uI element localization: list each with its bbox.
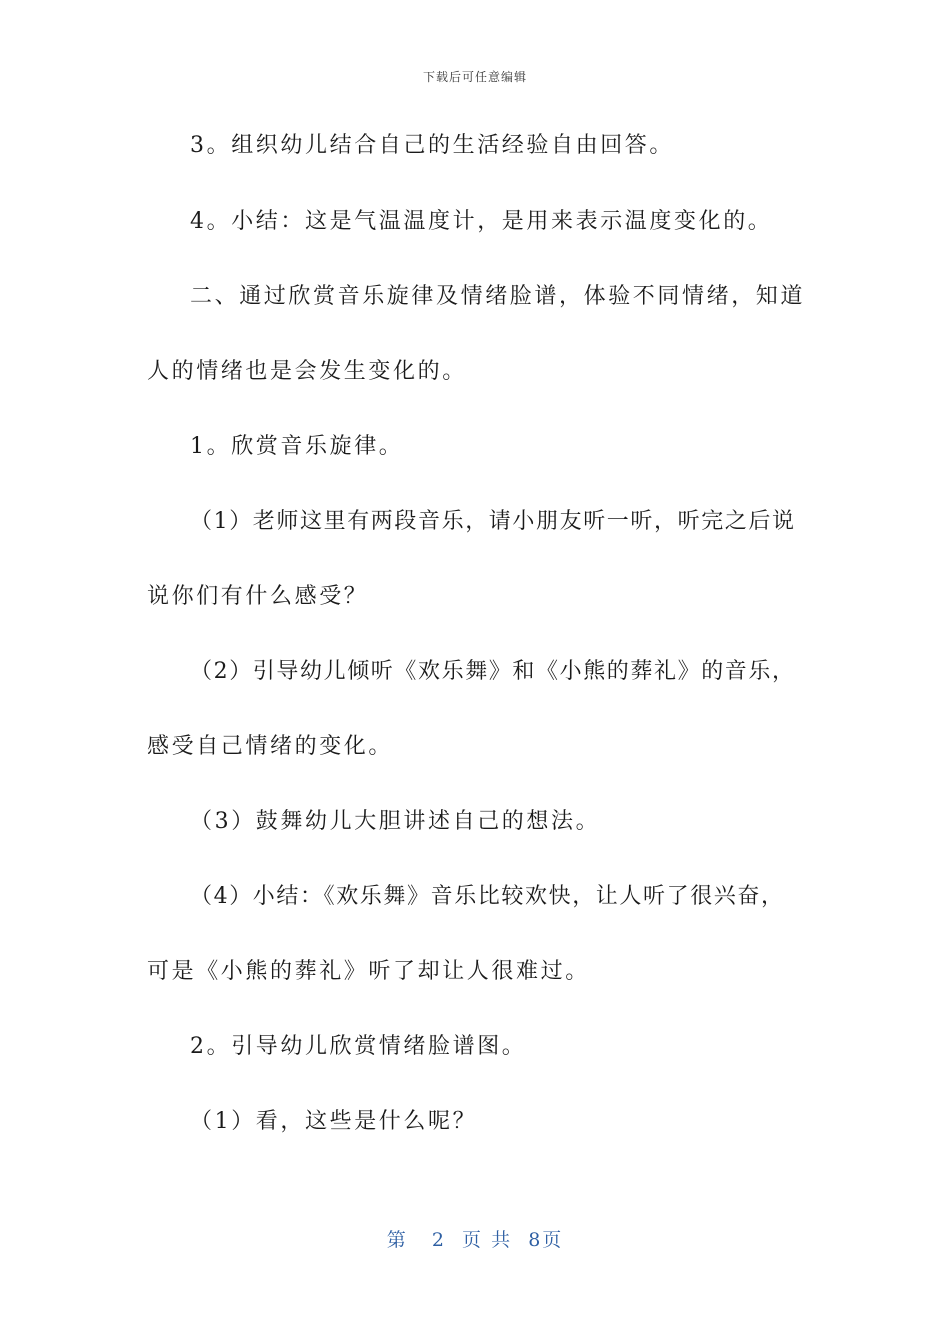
footer-current-page: 2	[431, 1229, 446, 1251]
paragraph-line: 二、通过欣赏音乐旋律及情绪脸谱，体验不同情绪，知道	[190, 284, 806, 309]
footer-prefix: 第	[386, 1229, 408, 1251]
page-header: 下载后可任意编辑	[422, 70, 527, 84]
paragraph-line: 3。组织幼儿结合自己的生活经验自由回答。	[190, 133, 674, 158]
paragraph-line: （1）老师这里有两段音乐，请小朋友听一听，听完之后说	[190, 509, 796, 534]
footer-total: 8页	[528, 1229, 564, 1251]
footer-middle: 页 共	[462, 1229, 513, 1251]
paragraph-line: 人的情绪也是会发生变化的。	[147, 359, 467, 384]
page-footer	[0, 1225, 950, 1252]
paragraph-line: （1）看，这些是什么呢？	[190, 1109, 478, 1134]
paragraph-line: （2）引导幼儿倾听《欢乐舞》和《小熊的葬礼》的音乐，	[190, 659, 796, 684]
paragraph-line: 说你们有什么感受？	[147, 584, 369, 609]
paragraph-line: 4。小结：这是气温温度计，是用来表示温度变化的。	[190, 209, 773, 234]
paragraph-line: 感受自己情绪的变化。	[147, 734, 394, 759]
paragraph-line: 可是《小熊的葬礼》听了却让人很难过。	[147, 959, 590, 984]
paragraph-line: 1。欣赏音乐旋律。	[190, 434, 404, 459]
paragraph-line: （3）鼓舞幼儿大胆讲述自己的想法。	[190, 809, 601, 834]
paragraph-line: （4）小结：《欢乐舞》音乐比较欢快，让人听了很兴奋，	[190, 884, 785, 909]
paragraph-line: 2。引导幼儿欣赏情绪脸谱图。	[190, 1034, 527, 1059]
